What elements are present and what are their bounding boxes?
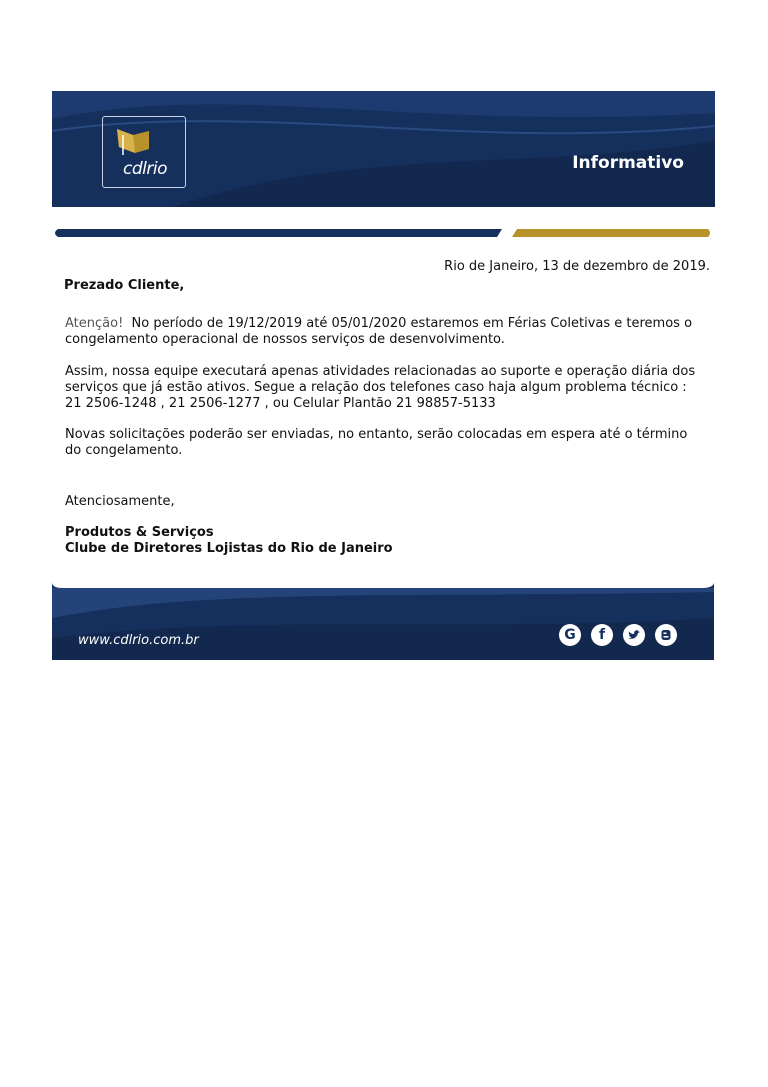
flag-icon <box>115 127 151 157</box>
header-banner <box>52 91 715 207</box>
blogger-icon[interactable] <box>655 624 677 646</box>
paragraph-requests: Novas solicitações poderão ser enviadas, no entanto, serão colocadas em espera até o término do congelamento. <box>65 427 688 458</box>
signature-organization: Clube de Diretores Lojistas do Rio de Janeiro <box>65 541 393 556</box>
paragraph-notice <box>65 316 705 348</box>
letter-greeting: Prezado Cliente, <box>64 278 185 293</box>
facebook-icon[interactable]: f <box>591 624 613 646</box>
letter-date: Rio de Janeiro, 13 de dezembro de 2019. <box>444 259 710 274</box>
footer-banner <box>52 578 714 660</box>
header-stripes <box>52 227 712 239</box>
cdlrio-logo[interactable] <box>102 116 186 188</box>
attention-label: Atenção! <box>65 316 124 331</box>
letter-signature <box>65 525 393 557</box>
google-plus-icon[interactable]: G <box>559 624 581 646</box>
signature-department: Produtos & Serviços <box>65 525 214 540</box>
logo-text: cdlrio <box>123 159 167 179</box>
letter-closing: Atenciosamente, <box>65 494 175 509</box>
twitter-icon[interactable] <box>623 624 645 646</box>
paragraph-notice-text: No período de 19/12/2019 até 05/01/2020 estaremos em Férias Coletivas e teremos o congelamento operacional de nossos serviços de desenvolvimento. <box>65 316 693 347</box>
header-title: Informativo <box>572 153 684 173</box>
footer-website-link[interactable]: www.cdlrio.com.br <box>78 633 199 648</box>
paragraph-support: Assim, nossa equipe executará apenas atividades relacionadas ao suporte e operação diária dos serviços que já estão ativos. Segue a relação dos telefones caso haja algum problema técnico : 21 2506-1248 , 21 2506-1277 , ou Celular Plantão 21 98857-5133 <box>65 364 696 411</box>
